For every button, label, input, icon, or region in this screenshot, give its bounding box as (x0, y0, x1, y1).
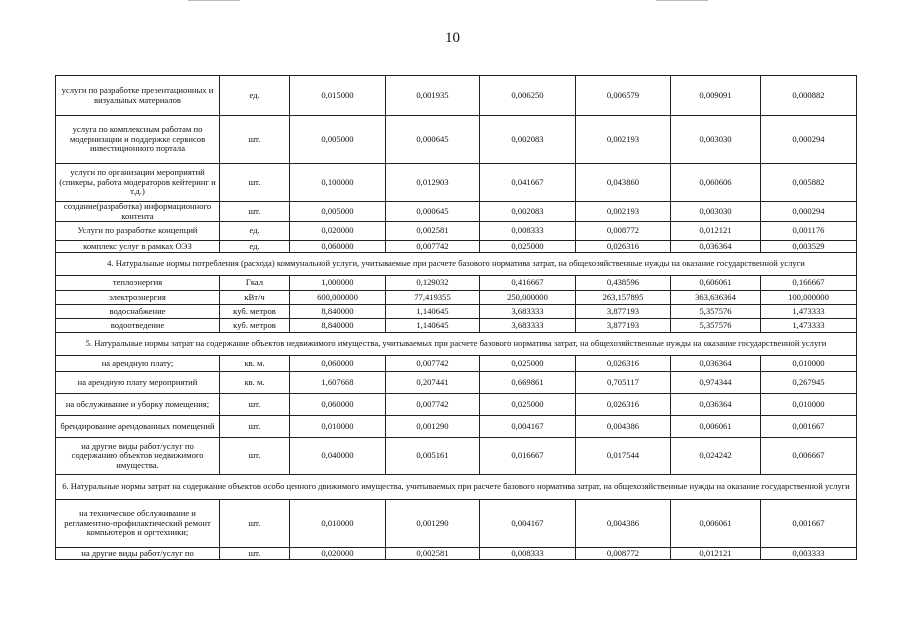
item-name-cell: услуга по комплексным работам по модернизации и поддержке сервисов инвестиционного портала (56, 116, 220, 164)
unit-cell: шт. (220, 164, 290, 202)
value-cell: 0,012121 (671, 222, 761, 241)
table-row (56, 416, 857, 438)
table-row (56, 116, 857, 164)
unit-cell: куб. метров (220, 305, 290, 319)
value-cell: 0,669861 (480, 372, 576, 394)
value-cell: 0,006061 (671, 416, 761, 438)
value-cell: 0,002193 (576, 116, 671, 164)
section-header-row (56, 333, 857, 356)
item-name-cell: водоотведение (56, 319, 220, 333)
value-cell: 0,007742 (386, 241, 480, 253)
value-cell: 0,015000 (290, 76, 386, 116)
value-cell: 0,009091 (671, 76, 761, 116)
item-name-cell: брендирование арендованных помещений (56, 416, 220, 438)
value-cell: 0,002581 (386, 222, 480, 241)
value-cell: 0,008772 (576, 222, 671, 241)
scan-edge-line-left (188, 0, 240, 1)
table-row (56, 241, 857, 253)
value-cell: 3,683333 (480, 305, 576, 319)
value-cell: 0,001290 (386, 500, 480, 548)
value-cell: 0,025000 (480, 394, 576, 416)
value-cell: 0,041667 (480, 164, 576, 202)
value-cell: 0,207441 (386, 372, 480, 394)
value-cell: 5,357576 (671, 319, 761, 333)
value-cell: 5,357576 (671, 305, 761, 319)
unit-cell: шт. (220, 416, 290, 438)
value-cell: 0,000882 (761, 76, 857, 116)
unit-cell: шт. (220, 500, 290, 548)
item-name-cell: услуги по разработке презентационных и визуальных материалов (56, 76, 220, 116)
unit-cell: ед. (220, 76, 290, 116)
value-cell: 0,416667 (480, 276, 576, 291)
value-cell: 0,000294 (761, 202, 857, 222)
value-cell: 0,025000 (480, 356, 576, 372)
table-row (56, 372, 857, 394)
value-cell: 0,060000 (290, 241, 386, 253)
value-cell: 0,012903 (386, 164, 480, 202)
value-cell: 0,026316 (576, 356, 671, 372)
value-cell: 0,007742 (386, 394, 480, 416)
unit-cell: кВт/ч (220, 291, 290, 305)
table-row (56, 548, 857, 560)
value-cell: 1,607668 (290, 372, 386, 394)
value-cell: 0,000645 (386, 116, 480, 164)
value-cell: 3,683333 (480, 319, 576, 333)
item-name-cell: Услуги по разработке концепций (56, 222, 220, 241)
value-cell: 0,974344 (671, 372, 761, 394)
item-name-cell: водоснабжение (56, 305, 220, 319)
value-cell: 0,606061 (671, 276, 761, 291)
item-name-cell: электроэнергия (56, 291, 220, 305)
value-cell: 0,438596 (576, 276, 671, 291)
value-cell: 0,036364 (671, 356, 761, 372)
item-name-cell: услуги по организации мероприятий (спикеры, работа модераторов кейтеринг и т.д.) (56, 164, 220, 202)
table-row (56, 276, 857, 291)
value-cell: 0,004386 (576, 416, 671, 438)
value-cell: 0,002581 (386, 548, 480, 560)
value-cell: 0,036364 (671, 241, 761, 253)
table-row (56, 291, 857, 305)
value-cell: 0,003333 (761, 548, 857, 560)
value-cell: 1,473333 (761, 305, 857, 319)
unit-cell: шт. (220, 548, 290, 560)
value-cell: 0,008333 (480, 548, 576, 560)
value-cell: 3,877193 (576, 319, 671, 333)
value-cell: 0,006667 (761, 438, 857, 475)
value-cell: 0,002083 (480, 116, 576, 164)
unit-cell: кв. м. (220, 372, 290, 394)
section-header-row (56, 253, 857, 276)
item-name-cell: на другие виды работ/услуг по содержанию объектов недвижимого имущества. (56, 438, 220, 475)
value-cell: 0,006579 (576, 76, 671, 116)
value-cell: 1,140645 (386, 319, 480, 333)
item-name-cell: на техническое обслуживание и регламентно-профилактический ремонт компьютеров и оргтехники; (56, 500, 220, 548)
unit-cell: ед. (220, 222, 290, 241)
value-cell: 0,017544 (576, 438, 671, 475)
value-cell: 0,001667 (761, 500, 857, 548)
item-name-cell: создание(разработка) информационного контента (56, 202, 220, 222)
value-cell: 0,001176 (761, 222, 857, 241)
value-cell: 1,473333 (761, 319, 857, 333)
scan-edge-line-right (656, 0, 708, 1)
value-cell: 0,040000 (290, 438, 386, 475)
unit-cell: шт. (220, 202, 290, 222)
table-row (56, 76, 857, 116)
value-cell: 0,005000 (290, 202, 386, 222)
table-row (56, 164, 857, 202)
value-cell: 0,002083 (480, 202, 576, 222)
value-cell: 0,003529 (761, 241, 857, 253)
value-cell: 0,000645 (386, 202, 480, 222)
value-cell: 0,100000 (290, 164, 386, 202)
item-name-cell: теплоэнергия (56, 276, 220, 291)
value-cell: 0,010000 (290, 416, 386, 438)
value-cell: 0,036364 (671, 394, 761, 416)
norms-table-body (56, 76, 857, 560)
table-row (56, 356, 857, 372)
value-cell: 250,000000 (480, 291, 576, 305)
item-name-cell: комплекс услуг в рамках ОЭЗ (56, 241, 220, 253)
table-row (56, 202, 857, 222)
value-cell: 0,003030 (671, 116, 761, 164)
value-cell: 363,636364 (671, 291, 761, 305)
value-cell: 0,166667 (761, 276, 857, 291)
value-cell: 0,012121 (671, 548, 761, 560)
norms-table (55, 75, 857, 560)
value-cell: 0,003030 (671, 202, 761, 222)
value-cell: 0,004167 (480, 416, 576, 438)
item-name-cell: на другие виды работ/услуг по (56, 548, 220, 560)
value-cell: 0,001667 (761, 416, 857, 438)
value-cell: 600,000000 (290, 291, 386, 305)
value-cell: 0,000294 (761, 116, 857, 164)
item-name-cell: на обслуживание и уборку помещения; (56, 394, 220, 416)
value-cell: 0,006250 (480, 76, 576, 116)
value-cell: 0,026316 (576, 394, 671, 416)
table-row (56, 222, 857, 241)
value-cell: 3,877193 (576, 305, 671, 319)
value-cell: 0,006061 (671, 500, 761, 548)
unit-cell: шт. (220, 116, 290, 164)
value-cell: 0,008333 (480, 222, 576, 241)
item-name-cell: на арендную плату; (56, 356, 220, 372)
value-cell: 0,020000 (290, 548, 386, 560)
value-cell: 0,010000 (761, 356, 857, 372)
value-cell: 8,840000 (290, 319, 386, 333)
table-row (56, 438, 857, 475)
section-title: 4. Натуральные нормы потребления (расхода) коммунальной услуги, учитываемые при расчете базового норматива затрат, на общехозяйственные нужды на оказание государственной услуги (56, 253, 857, 276)
table-row (56, 394, 857, 416)
unit-cell: куб. метров (220, 319, 290, 333)
value-cell: 0,010000 (761, 394, 857, 416)
value-cell: 0,024242 (671, 438, 761, 475)
value-cell: 0,010000 (290, 500, 386, 548)
item-name-cell: на арендную плату мероприятий (56, 372, 220, 394)
value-cell: 0,008772 (576, 548, 671, 560)
value-cell: 0,060000 (290, 356, 386, 372)
value-cell: 0,060000 (290, 394, 386, 416)
table-row (56, 319, 857, 333)
value-cell: 0,129032 (386, 276, 480, 291)
value-cell: 0,043860 (576, 164, 671, 202)
value-cell: 0,020000 (290, 222, 386, 241)
value-cell: 0,705117 (576, 372, 671, 394)
value-cell: 0,005000 (290, 116, 386, 164)
unit-cell: Гкал (220, 276, 290, 291)
value-cell: 8,840000 (290, 305, 386, 319)
value-cell: 0,001935 (386, 76, 480, 116)
value-cell: 0,005161 (386, 438, 480, 475)
value-cell: 0,267945 (761, 372, 857, 394)
value-cell: 0,026316 (576, 241, 671, 253)
value-cell: 0,004386 (576, 500, 671, 548)
table-row (56, 305, 857, 319)
unit-cell: ед. (220, 241, 290, 253)
value-cell: 1,140645 (386, 305, 480, 319)
unit-cell: шт. (220, 438, 290, 475)
value-cell: 263,157895 (576, 291, 671, 305)
section-header-row (56, 475, 857, 500)
section-title: 5. Натуральные нормы затрат на содержание объектов недвижимого имущества, учитываемых при расчете базового норматива затрат, на общехозяйственные нужды на оказание государственной услуги (56, 333, 857, 356)
section-title: 6. Натуральные нормы затрат на содержание объектов особо ценного движимого имущества, учитываемых при расчете базового норматива затрат, на общехозяйственные нужды на оказание государственной услуги (56, 475, 857, 500)
value-cell: 1,000000 (290, 276, 386, 291)
value-cell: 0,025000 (480, 241, 576, 253)
value-cell: 0,016667 (480, 438, 576, 475)
page-number: 10 (445, 30, 460, 46)
value-cell: 77,419355 (386, 291, 480, 305)
value-cell: 0,004167 (480, 500, 576, 548)
value-cell: 0,005882 (761, 164, 857, 202)
unit-cell: шт. (220, 394, 290, 416)
value-cell: 0,001290 (386, 416, 480, 438)
value-cell: 0,002193 (576, 202, 671, 222)
table-row (56, 500, 857, 548)
value-cell: 0,007742 (386, 356, 480, 372)
value-cell: 0,060606 (671, 164, 761, 202)
unit-cell: кв. м. (220, 356, 290, 372)
value-cell: 100,000000 (761, 291, 857, 305)
